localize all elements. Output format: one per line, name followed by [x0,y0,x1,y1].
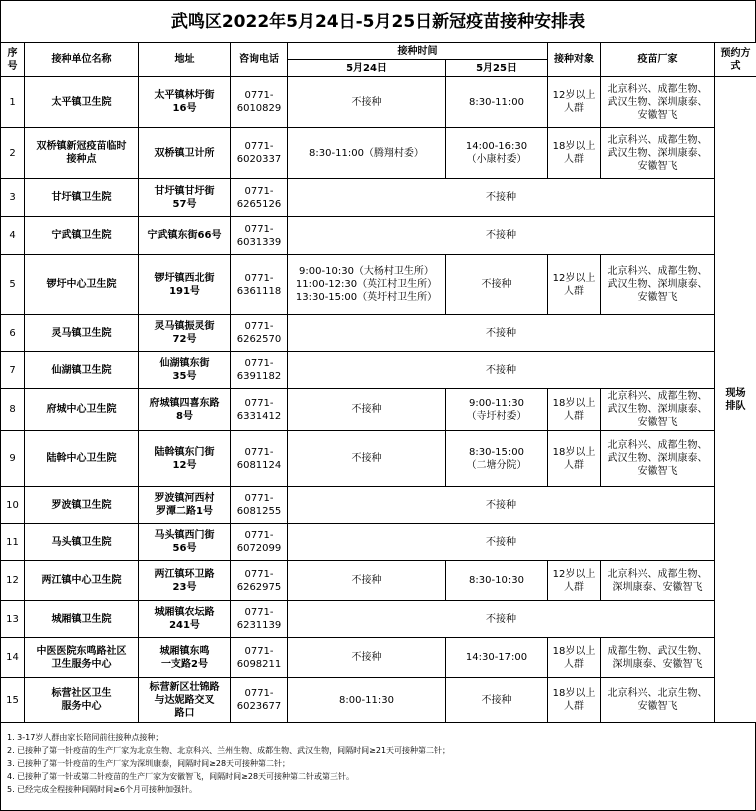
row-address: 太平镇林圩街 16号 [139,77,231,128]
row-address: 罗波镇河西村 罗潭二路1号 [139,487,231,524]
row-seq: 5 [1,255,25,315]
row-address: 甘圩镇甘圩街 57号 [139,179,231,217]
note-line: 1. 3-17岁人群由家长陪同前往接种点接种； [7,731,749,744]
row-unit-name: 仙湖镇卫生院 [25,352,139,389]
row-phone: 0771- 6262570 [231,315,288,352]
row-unit-name: 马头镇卫生院 [25,524,139,561]
row-unit-name: 双桥镇新冠疫苗临时 接种点 [25,128,139,179]
row-target: 12岁以上 人群 [548,255,601,315]
header-mode: 预约方式 [715,43,756,77]
row-address: 马头镇西门街 56号 [139,524,231,561]
row-unit-name: 太平镇卫生院 [25,77,139,128]
row-unit-name: 灵马镇卫生院 [25,315,139,352]
row-day2: 8:30-10:30 [446,561,548,601]
row-phone: 0771- 6331412 [231,389,288,431]
header-seq: 序号 [1,43,25,77]
row-day1: 不接种 [288,638,446,678]
row-unit-name: 标营社区卫生 服务中心 [25,678,139,723]
booking-mode: 现场 排队 [715,77,756,723]
row-vendor: 北京科兴、成都生物、 武汉生物、深圳康泰、 安徽智飞 [601,389,715,431]
row-day2: 不接种 [446,255,548,315]
row-phone: 0771- 6072099 [231,524,288,561]
header-time: 接种时间 [288,43,548,60]
row-unit-name: 宁武镇卫生院 [25,217,139,255]
row-unit-name: 两江镇中心卫生院 [25,561,139,601]
row-day2: 不接种 [446,678,548,723]
notes-section [0,723,756,811]
row-no-vaccination: 不接种 [288,524,715,561]
row-address: 锣圩镇西北街 191号 [139,255,231,315]
row-seq: 10 [1,487,25,524]
row-unit-name: 陆斡中心卫生院 [25,431,139,487]
row-vendor: 北京科兴、成都生物、 武汉生物、深圳康泰、 安徽智飞 [601,431,715,487]
row-seq: 9 [1,431,25,487]
row-day1: 8:30-11:00（腾翔村委） [288,128,446,179]
note-line: 2. 已接种了第一针疫苗的生产厂家为北京生物、北京科兴、兰州生物、成都生物、武汉生物，间隔时间≥21天可接种第二针； [7,744,749,757]
row-day2: 8:30-11:00 [446,77,548,128]
row-address: 陆斡镇东门街 12号 [139,431,231,487]
row-phone: 0771- 6391182 [231,352,288,389]
row-target: 12岁以上 人群 [548,561,601,601]
row-vendor: 北京科兴、成都生物、 武汉生物、深圳康泰、 安徽智飞 [601,77,715,128]
row-target: 12岁以上 人群 [548,77,601,128]
row-phone: 0771- 6020337 [231,128,288,179]
row-vendor: 北京科兴、成都生物、 武汉生物、深圳康泰、 安徽智飞 [601,128,715,179]
row-address: 宁武镇东街66号 [139,217,231,255]
row-seq: 2 [1,128,25,179]
row-address: 双桥镇卫计所 [139,128,231,179]
table-row [1,431,756,487]
row-phone: 0771- 6265126 [231,179,288,217]
row-day2: 14:30-17:00 [446,638,548,678]
row-unit-name: 罗波镇卫生院 [25,487,139,524]
row-address: 标营新区壮锦路 与达妮路交叉 路口 [139,678,231,723]
table-row [1,255,756,315]
row-phone: 0771- 6010829 [231,77,288,128]
row-vendor: 北京科兴、成都生物、 武汉生物、深圳康泰、 安徽智飞 [601,255,715,315]
note-line: 3. 已接种了第一针疫苗的生产厂家为深圳康泰，间隔时间≥28天可接种第二针； [7,757,749,770]
table-row [1,487,756,524]
header-day2: 5月25日 [446,60,548,77]
row-address: 府城镇四喜东路 8号 [139,389,231,431]
row-phone: 0771- 6262975 [231,561,288,601]
row-phone: 0771- 6031339 [231,217,288,255]
row-seq: 6 [1,315,25,352]
row-seq: 11 [1,524,25,561]
row-seq: 8 [1,389,25,431]
row-vendor: 成都生物、武汉生物、 深圳康泰、安徽智飞 [601,638,715,678]
row-day2: 8:30-15:00 （二塘分院） [446,431,548,487]
row-target: 18岁以上 人群 [548,638,601,678]
row-target: 18岁以上 人群 [548,389,601,431]
header-day1: 5月24日 [288,60,446,77]
table-row [1,128,756,179]
schedule-table [0,42,756,723]
row-unit-name: 甘圩镇卫生院 [25,179,139,217]
row-unit-name: 城厢镇卫生院 [25,601,139,638]
row-address: 两江镇环卫路 23号 [139,561,231,601]
row-seq: 15 [1,678,25,723]
row-vendor: 北京科兴、北京生物、 安徽智飞 [601,678,715,723]
row-phone: 0771- 6081124 [231,431,288,487]
row-seq: 12 [1,561,25,601]
header-address: 地址 [139,43,231,77]
row-seq: 3 [1,179,25,217]
row-seq: 13 [1,601,25,638]
row-unit-name: 锣圩中心卫生院 [25,255,139,315]
row-seq: 7 [1,352,25,389]
row-address: 仙湖镇东街 35号 [139,352,231,389]
table-row [1,389,756,431]
table-row [1,77,756,128]
row-day2: 9:00-11:30 （寺圩村委） [446,389,548,431]
table-row [1,352,756,389]
table-row [1,315,756,352]
table-row [1,678,756,723]
row-seq: 14 [1,638,25,678]
row-no-vaccination: 不接种 [288,217,715,255]
row-target: 18岁以上 人群 [548,678,601,723]
row-phone: 0771- 6023677 [231,678,288,723]
row-no-vaccination: 不接种 [288,352,715,389]
table-row [1,561,756,601]
row-day1: 不接种 [288,561,446,601]
row-no-vaccination: 不接种 [288,315,715,352]
row-target: 18岁以上 人群 [548,128,601,179]
table-row [1,179,756,217]
row-no-vaccination: 不接种 [288,487,715,524]
row-no-vaccination: 不接种 [288,179,715,217]
page-title: 武鸣区2022年5月24日-5月25日新冠疫苗接种安排表 [0,0,756,42]
row-seq: 4 [1,217,25,255]
table-row [1,601,756,638]
row-address: 灵马镇振灵街 72号 [139,315,231,352]
header-unit: 接种单位名称 [25,43,139,77]
row-day1: 不接种 [288,431,446,487]
row-address: 城厢镇农坛路 241号 [139,601,231,638]
header-vendor: 疫苗厂家 [601,43,715,77]
table-row [1,217,756,255]
row-phone: 0771- 6081255 [231,487,288,524]
row-no-vaccination: 不接种 [288,601,715,638]
row-phone: 0771- 6361118 [231,255,288,315]
row-day1: 不接种 [288,77,446,128]
row-phone: 0771- 6231139 [231,601,288,638]
row-day1: 不接种 [288,389,446,431]
header-target: 接种对象 [548,43,601,77]
row-day2: 14:00-16:30 （小康村委） [446,128,548,179]
row-seq: 1 [1,77,25,128]
row-address: 城厢镇东鸣 一支路2号 [139,638,231,678]
header-phone: 咨询电话 [231,43,288,77]
row-vendor: 北京科兴、成都生物、 深圳康泰、安徽智飞 [601,561,715,601]
table-row [1,638,756,678]
row-phone: 0771- 6098211 [231,638,288,678]
table-row [1,524,756,561]
row-target: 18岁以上 人群 [548,431,601,487]
row-day1: 8:00-11:30 [288,678,446,723]
schedule-body [1,77,756,723]
note-line: 5. 已经完成全程接种间隔时间≥6个月可接种加强针。 [7,783,749,796]
note-line: 4. 已接种了第一针或第二针疫苗的生产厂家为安徽智飞，间隔时间≥28天可接种第二针或第三针。 [7,770,749,783]
row-unit-name: 府城中心卫生院 [25,389,139,431]
row-day1: 9:00-10:30（大杨村卫生所） 11:00-12:30（英江村卫生所） 13:30-15:00（英圩村卫生所） [288,255,446,315]
row-unit-name: 中医医院东鸣路社区 卫生服务中心 [25,638,139,678]
